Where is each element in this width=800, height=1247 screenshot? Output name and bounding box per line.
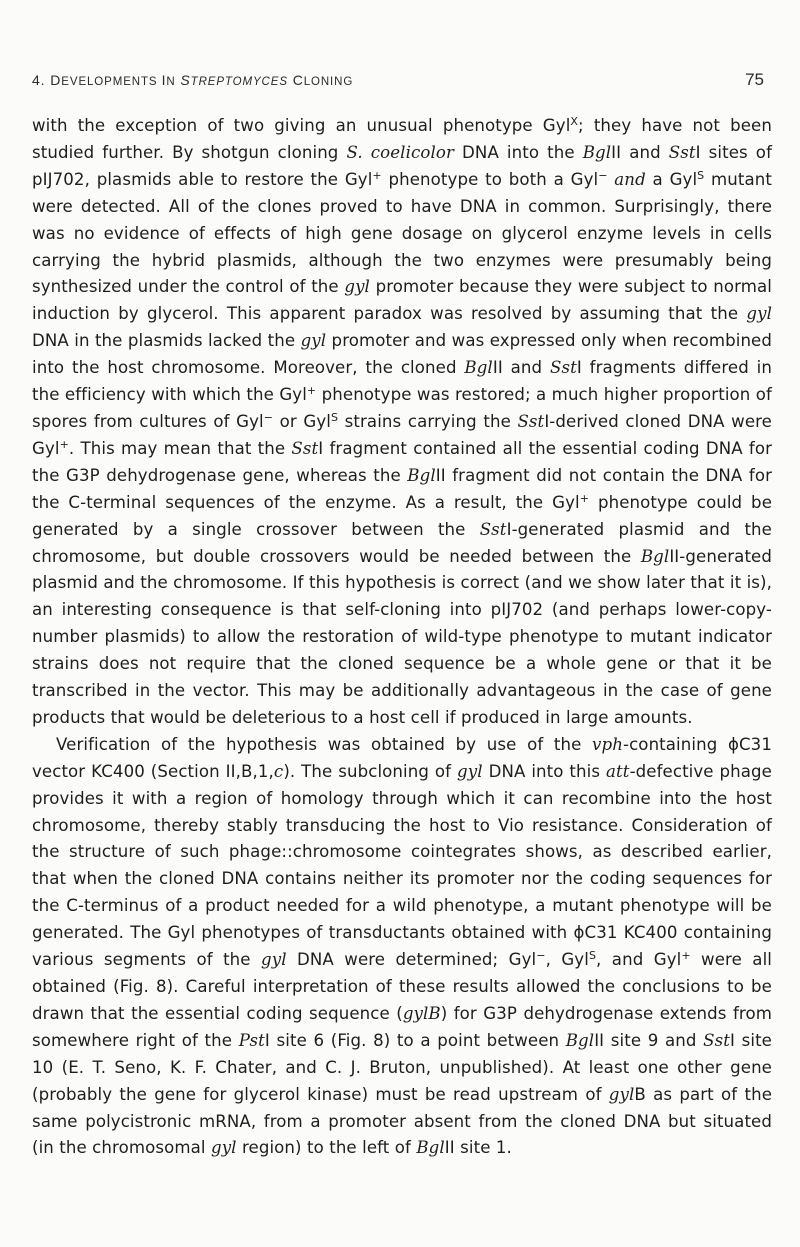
text-run: a Gyl — [645, 169, 698, 189]
superscript: S — [588, 949, 597, 963]
italic-term: Sst — [550, 358, 577, 378]
italic-term: gyl — [746, 304, 772, 324]
text-run: ) for G3P dehydrogenase extends from somewhere right of the — [32, 1003, 772, 1050]
page-number: 75 — [745, 70, 764, 89]
text-run: DNA into the — [454, 142, 583, 162]
text-run: DNA were determined; Gyl — [286, 950, 537, 970]
italic-term: gyl — [457, 761, 483, 781]
heading-text-2: CLONING — [292, 72, 354, 88]
paragraph-1 — [32, 113, 772, 732]
body-text — [32, 113, 772, 1162]
text-run: phenotype to both a Gyl — [381, 169, 599, 189]
superscript: + — [59, 437, 69, 451]
text-run: mutant were detected. All of the clones proved to have DNA in common. Surprisingly, there was no evidence of effects of high gene dosage on glycerol enzyme levels in cells carrying the hybrid plasmids, although the two enzymes were presumably being synthesized under the control of the — [32, 169, 772, 297]
heading-italic-term: STREPTOMYCES — [180, 72, 288, 88]
text-run: DNA in the plasmids lacked the — [32, 331, 301, 351]
italic-term: Bgl — [464, 358, 493, 378]
superscript: + — [372, 168, 382, 182]
text-run: Verification of the hypothesis was obtained by use of the — [56, 734, 593, 754]
italic-term: gyl — [344, 277, 370, 297]
text-run: II fragment did not contain the DNA for the C-terminal sequences of the enzyme. As a result, the Gyl — [32, 465, 772, 512]
text-run: -containing ϕC31 vector KC400 (Section II,B,1, — [32, 734, 772, 781]
italic-term: Pst — [238, 1030, 265, 1050]
italic-term: Bgl — [640, 546, 670, 566]
superscript: S — [697, 168, 705, 182]
italic-term: Sst — [479, 519, 507, 539]
text-run: I fragment contained all the essential coding DNA for the G3P dehydrogenase gene, whereas the — [32, 438, 772, 485]
italic-term: gyl — [300, 331, 327, 351]
italic-term: gylB — [402, 1003, 441, 1023]
text-run: phenotype could be generated by a single crossover between the — [32, 492, 773, 539]
italic-term: S. coelicolor — [346, 142, 455, 162]
superscript: + — [306, 384, 317, 398]
text-run: promoter because they were subject to normal induction by glycerol. This apparent paradox was resolved by assuming that the — [32, 277, 772, 324]
text-run: or Gyl — [273, 411, 331, 431]
text-run: I-derived cloned DNA were Gyl — [32, 411, 772, 458]
italic-term: Sst — [703, 1030, 731, 1050]
superscript: X — [570, 115, 579, 128]
italic-term: c — [273, 761, 284, 781]
text-run: I site 10 (E. T. Seno, K. F. Chater, and C. J. Bruton, unpublished). At least one other gene (probably the gene for glycerol kinase) must be read upstream of — [32, 1030, 772, 1104]
text-run: B as part of the same polycistronic mRNA, from a promoter absent from the cloned DNA but situated (in the chromosomal — [32, 1084, 772, 1158]
superscript: − — [598, 168, 608, 182]
text-run: II site 9 and — [594, 1030, 704, 1050]
text-run: ; they have not been studied further. By shotgun cloning — [32, 116, 772, 162]
text-run: II site 1. — [444, 1138, 512, 1158]
text-run: -defective phage provides it with a region of homology through which it can recombine into the host chromosome, thereby stably transducing the host to Vio resistance. Consideration of the structure of such phage::chromosome cointegrates shows, as described earlier, that when the cloned DNA contains neither its promoter nor the coding sequences for the C-terminus of a product needed for a wild phenotype, a mutant phenotype will be generated. The Gyl phenotypes of transductants obtained with ϕC31 KC400 containing various segments of the — [32, 761, 772, 970]
text-run: promoter and was expressed only when recombined into the host chromosome. Moreover, the cloned — [32, 331, 772, 378]
text-run: I site 6 (Fig. 8) to a point between — [264, 1030, 566, 1050]
italic-term: Bgl — [582, 142, 612, 162]
superscript: + — [681, 949, 691, 963]
superscript: + — [579, 491, 590, 505]
italic-term: gyl — [608, 1084, 635, 1104]
text-run: region) to the left of — [236, 1138, 417, 1158]
section-number: 4. — [32, 72, 46, 88]
italic-term: vph — [592, 734, 623, 754]
italic-term: and — [614, 169, 646, 189]
text-run: I sites of pIJ702, plasmids able to restore the Gyl — [32, 142, 773, 189]
italic-term: Bgl — [407, 465, 436, 485]
text-run: with the exception of two giving an unusual phenotype Gyl — [32, 116, 571, 135]
italic-term: Sst — [517, 411, 545, 431]
italic-term: Bgl — [565, 1030, 595, 1050]
italic-term: Sst — [668, 142, 696, 162]
text-run: II-generated plasmid and the chromosome. If this hypothesis is correct (and we show later that it is), an interesting consequence is that self-cloning into pIJ702 (and perhaps lower-copy-number plasmids) to allow the restoration of wild-type phenotype to mutant indicator strains does not require that the cloned sequence be a whole gene or that it be transcribed in the vector. This may be additionally advantageous in the case of gene products that would be deleterious to a host cell if produced in large amounts. — [32, 546, 772, 727]
italic-term: att — [606, 761, 630, 781]
italic-term: Sst — [291, 438, 319, 458]
text-run: were all obtained (Fig. 8). Careful interpretation of these results allowed the conclusions to be drawn that the essential coding sequence ( — [32, 950, 772, 1023]
text-run: I fragments differed in the efficiency with which the Gyl — [32, 358, 772, 405]
paragraph-2 — [32, 732, 772, 1163]
text-run: . This may mean that the — [68, 438, 292, 458]
italic-term: gyl — [261, 950, 287, 970]
superscript: − — [263, 410, 274, 424]
text-run: , and Gyl — [596, 950, 682, 970]
text-run: ). The subcloning of — [283, 761, 458, 781]
superscript: S — [330, 410, 339, 424]
text-run: phenotype was restored; a much higher proportion of spores from cultures of Gyl — [32, 385, 772, 431]
italic-term: Bgl — [416, 1138, 445, 1158]
superscript: − — [536, 949, 546, 963]
text-run: strains carrying the — [338, 411, 518, 431]
text-run: DNA into this — [482, 761, 607, 781]
heading-text-1: DEVELOPMENTS IN — [50, 72, 176, 88]
italic-term: gyl — [210, 1138, 237, 1158]
text-run: II and — [611, 142, 669, 162]
running-head — [32, 70, 764, 90]
text-run: I-generated plasmid and the chromosome, but double crossovers would be needed between the — [32, 519, 772, 566]
chapter-heading — [32, 72, 353, 88]
text-run: II and — [492, 358, 550, 378]
text-run: , Gyl — [545, 950, 589, 970]
